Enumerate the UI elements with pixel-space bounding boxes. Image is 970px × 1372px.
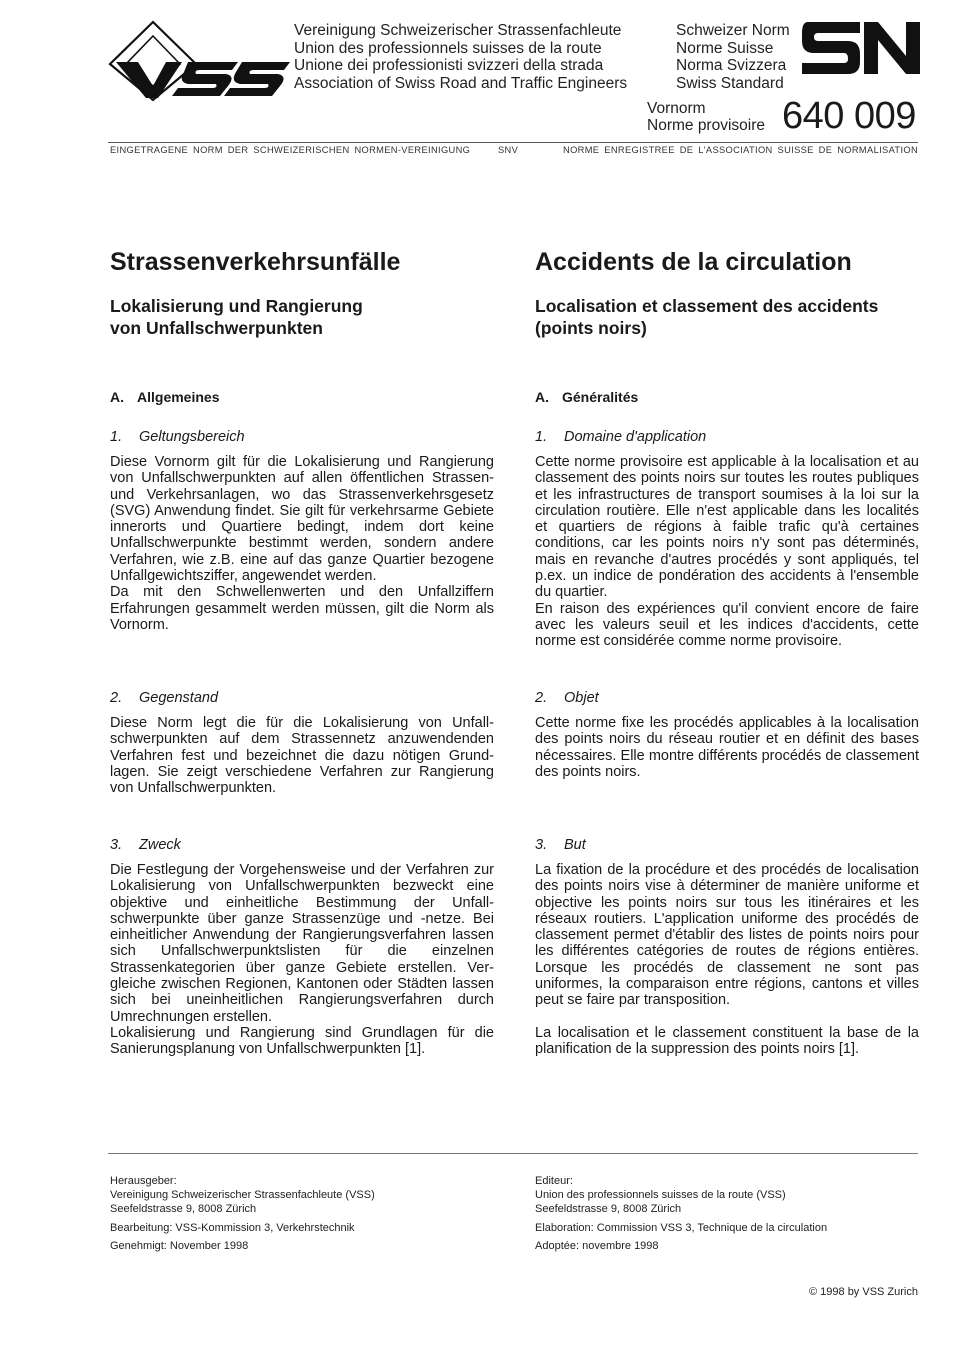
subsection-number: 1. [535, 429, 548, 445]
column-french [535, 246, 919, 1058]
subsection-title: Domaine d'application [564, 429, 707, 445]
vornorm-line-de: Vornorm [647, 100, 706, 117]
org-line-en: Association of Swiss Road and Traffic Engineers [294, 74, 628, 92]
publisher-label: Editeur: [535, 1175, 573, 1187]
subsection-3-body-de [110, 862, 494, 1058]
subtitle-de [110, 295, 494, 339]
vss-logo [108, 20, 290, 102]
paragraph: Diese Norm legt die für die Lokalisierung von Unfallschwerpunkten auf dem Strassennetz anzuwendenden Verfahren fest und bezeichnet die dazu nötigen Grundlagen. Sie zeigt verschiedene Verfahren zur Rangierung von Unfallschwerpunkten. [110, 715, 494, 797]
subsection-2-body-de [110, 715, 494, 796]
approval-note: Adoptée: novembre 1998 [535, 1240, 659, 1252]
publisher-name: Vereinigung Schweizerischer Strassenfachleute (VSS) [110, 1189, 375, 1201]
provisional-norm-label [647, 101, 765, 134]
paragraph: Die Festlegung der Vorgehensweise und der Verfahren zur Lokalisierung von Unfallschwerpunkten bezweckt eine objektive und einheitliche Bestimmung der Unfallschwerpunkte über ganze Strassenzüge und -netze. Bei einheitlicher Anwendung der Rangierungsverfahren lassen sich Unfallschwerpunktslisten für die einzelnen Strassenkategorien über ganze Gebiete erstellen. Vergleiche zwischen Regionen, Kantonen oder Städten lassen sich bei uneinheitlichen Rangierungsverfahren durch Umrechnungen erstellen. [110, 862, 494, 1025]
sn-logo [802, 22, 920, 74]
publisher-block [110, 1174, 375, 1216]
subsection-number: 3. [535, 837, 548, 853]
paragraph: En raison des expériences qu'il convient encore de faire avec les valeurs seuil et les indices d'accidents, cette norme est considérée comme norme provisoire. [535, 600, 919, 650]
processing-note: Bearbeitung: VSS-Kommission 3, Verkehrstechnik [110, 1221, 355, 1234]
norm-line-it: Norma Svizzera [676, 57, 787, 75]
section-title: Allgemeines [137, 389, 220, 405]
subsection-number: 3. [110, 837, 123, 853]
publisher-address: Seefeldstrasse 9, 8008 Zürich [110, 1203, 257, 1215]
paragraph: Diese Vornorm gilt für die Lokalisierung und Rangierung von Unfallschwerpunkten auf allen öffentlichen Strassen- und Verkehrsanlagen, wo das Strassenverkehrsgesetz (SVG) Anwendung findet. Sie gilt für verkehrsarme Gebiete innerorts und Quartiere bedingt, indem dort keine Unfallschwerpunkte bestimmt werden, sondern andere Verfahren, wie z.B. eine auf das ganze Quartier bezogene Unfallgewichtsziffer, angewendet werden. [110, 454, 494, 585]
column-german [110, 246, 494, 1058]
subsection-number: 2. [110, 690, 123, 706]
publisher-name: Union des professionnels suisses de la route (VSS) [535, 1189, 786, 1201]
organization-names [294, 22, 627, 92]
footer-imprint-de [110, 1174, 375, 1258]
register-note-de: EINGETRAGENE NORM DER SCHWEIZERISCHEN NORMEN-VEREINIGUNG [110, 145, 471, 155]
subsection-1-heading-fr [535, 429, 706, 445]
norm-line-fr: Norme Suisse [676, 39, 774, 57]
subsection-title: Geltungsbereich [139, 429, 245, 445]
title-de: Strassenverkehrsunfälle [110, 248, 401, 276]
subsection-title: Objet [564, 690, 599, 706]
paragraph: Lokalisierung und Rangierung sind Grundlagen für die Sanierungsplanung von Unfallschwerpunkten [1]. [110, 1024, 494, 1058]
header-divider [108, 142, 918, 143]
publisher-address: Seefeldstrasse 9, 8008 Zürich [535, 1203, 682, 1215]
paragraph: Cette norme fixe les procédés applicables à la localisation des points noirs du réseau routier et en définit des bases nécessaires. Elle montre différents procédés de classement des points noirs. [535, 715, 919, 780]
subtitle-fr-line: (points noirs) [535, 318, 647, 338]
title-fr: Accidents de la circulation [535, 248, 852, 276]
section-a-heading-fr [535, 389, 638, 405]
paragraph: Da mit den Schwellenwerten und den Unfallziffern Erfahrungen gesammelt werden müssen, gilt die Norm als Vornorm. [110, 584, 494, 633]
vornorm-line-fr: Norme provisoire [647, 116, 766, 134]
norm-line-de: Schweizer Norm [676, 22, 790, 39]
subtitle-de-line: Lokalisierung und Rangierung [110, 296, 363, 316]
subsection-3-heading-de [110, 837, 181, 853]
subsection-3-body-fr [535, 862, 919, 1058]
org-line-fr: Union des professionnels suisses de la route [294, 39, 602, 57]
subsection-3-heading-fr [535, 837, 586, 853]
approval-note: Genehmigt: November 1998 [110, 1240, 249, 1252]
norm-line-en: Swiss Standard [676, 74, 784, 92]
org-line-it: Unione dei professionisti svizzeri della strada [294, 57, 604, 75]
processing-note: Elaboration: Commission VSS 3, Technique de la circulation [535, 1221, 828, 1234]
subsection-2-heading-fr [535, 690, 599, 706]
section-a-heading-de [110, 389, 219, 405]
paragraph: La fixation de la procédure et des procédés de localisation des points noirs vise à déterminer de manière uniforme et objective les points noirs sur tous les itinéraires et les réseaux routiers. L'application uniforme des procédés de classement permet d'établir des listes de points noirs pour les différentes catégories de routes de régions entières. Lorsque les procédés de classement ne sont pas uniformes, la comparaison entre régions, cantons et villes peut se faire par transposition. [535, 862, 919, 1009]
copyright-notice: © 1998 by VSS Zurich [809, 1286, 918, 1298]
subsection-number: 1. [110, 429, 123, 445]
publisher-label: Herausgeber: [110, 1175, 177, 1187]
norm-number: 640 009 [782, 95, 916, 137]
subtitle-de-line: von Unfallschwerpunkten [110, 318, 323, 338]
subtitle-fr [535, 295, 919, 339]
subsection-2-body-fr [535, 715, 919, 780]
subsection-1-body-de [110, 454, 494, 633]
footer-imprint-fr [535, 1174, 827, 1258]
section-number: A. [535, 389, 549, 405]
subsection-title: Zweck [139, 837, 181, 853]
subsection-title: But [564, 837, 586, 853]
paragraph: Cette norme provisoire est applicable à la localisation et au classement des points noirs sur toutes les routes publiques et les infrastructures de transport soumises à la loi sur la circulation routière. Elle n'est applicable dans les localités et quartiers de régions à faible trafic qu'à certaines conditions, car les points noirs n'y sont pas déterminés, mais en revanche d'autres procédés y sont appliqués, tel p.ex. un indice de pondération des accidents à l'ensemble du quartier. [535, 454, 919, 601]
subsection-2-heading-de [110, 690, 218, 706]
norm-type-names [676, 22, 790, 92]
org-line-de: Vereinigung Schweizerischer Strassenfachleute [294, 22, 622, 39]
register-note-fr: NORME ENREGISTREE DE L'ASSOCIATION SUISSE DE NORMALISATION [563, 145, 919, 155]
register-note-snv: SNV [498, 145, 519, 155]
publisher-block [535, 1174, 827, 1216]
footer-divider [108, 1153, 918, 1154]
subsection-title: Gegenstand [139, 690, 219, 706]
subsection-number: 2. [535, 690, 548, 706]
subsection-1-heading-de [110, 429, 245, 445]
paragraph: La localisation et le classement constituent la base de la planification de la suppression des points noirs [1]. [535, 1024, 919, 1058]
subtitle-fr-line: Localisation et classement des accidents [535, 296, 879, 316]
section-number: A. [110, 389, 124, 405]
subsection-1-body-fr [535, 454, 919, 650]
section-title: Généralités [562, 389, 639, 405]
